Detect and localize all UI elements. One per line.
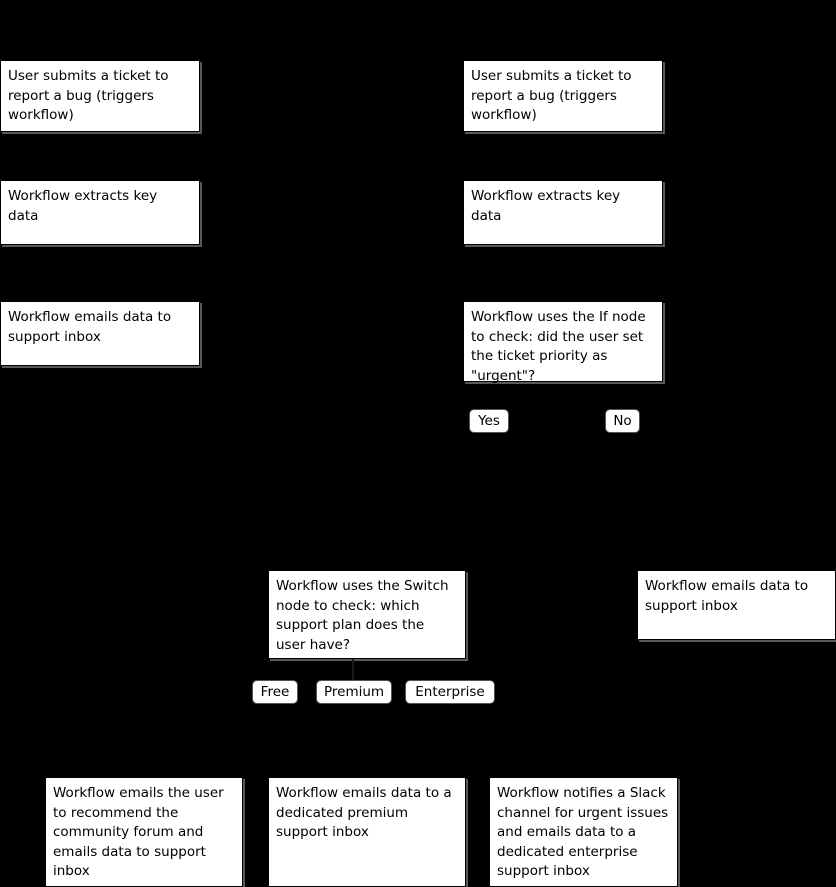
branch-label-enterprise[interactable]: Enterprise xyxy=(405,680,495,704)
node-switch-support-plan[interactable]: Workflow uses the Switch node to check: which support plan does the user have? xyxy=(268,570,466,659)
node-left-ticket[interactable]: User submits a ticket to report a bug (triggers workflow) xyxy=(0,60,200,132)
node-no-branch-email-support[interactable]: Workflow emails data to support inbox xyxy=(637,570,836,640)
node-left-extract[interactable]: Workflow extracts key data xyxy=(0,180,200,245)
node-free-outcome[interactable]: Workflow emails the user to recommend the community forum and emails data to support inbox xyxy=(45,777,243,887)
branch-label-premium[interactable]: Premium xyxy=(316,680,392,704)
node-if-check-priority[interactable]: Workflow uses the If node to check: did the user set the ticket priority as "urgent"? xyxy=(463,301,663,382)
branch-label-free[interactable]: Free xyxy=(252,680,298,704)
node-right-extract[interactable]: Workflow extracts key data xyxy=(463,180,663,245)
node-left-email-support[interactable]: Workflow emails data to support inbox xyxy=(0,301,200,366)
node-right-ticket[interactable]: User submits a ticket to report a bug (triggers workflow) xyxy=(463,60,663,132)
branch-label-no[interactable]: No xyxy=(605,409,640,433)
node-enterprise-outcome[interactable]: Workflow notifies a Slack channel for urgent issues and emails data to a dedicated enterprise support inbox xyxy=(489,777,678,887)
branch-label-yes[interactable]: Yes xyxy=(469,409,509,433)
node-premium-outcome[interactable]: Workflow emails data to a dedicated premium support inbox xyxy=(268,777,466,887)
